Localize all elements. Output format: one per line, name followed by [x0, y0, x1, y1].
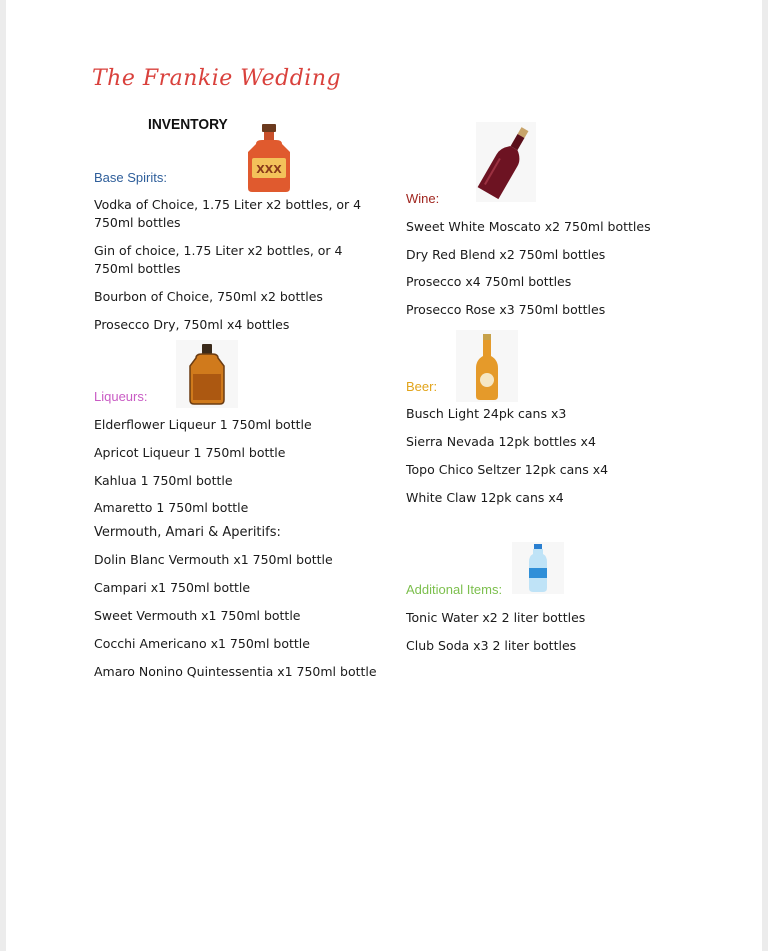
page-title: The Frankie Wedding: [92, 66, 342, 91]
list-item: Sierra Nevada 12pk bottles x4: [406, 434, 596, 449]
whiskey-bottle-icon: [176, 340, 238, 408]
list-item: Apricot Liqueur 1 750ml bottle: [94, 445, 286, 460]
list-item: Topo Chico Seltzer 12pk cans x4: [406, 462, 609, 477]
water-bottle-icon: [512, 542, 564, 594]
list-item: Prosecco Rose x3 750ml bottles: [406, 302, 606, 317]
list-item: Amaretto 1 750ml bottle: [94, 500, 249, 515]
list-item: Prosecco x4 750ml bottles: [406, 274, 572, 289]
page-subtitle: INVENTORY: [148, 116, 228, 133]
list-item: Sweet Vermouth x1 750ml bottle: [94, 608, 301, 623]
list-item: Elderflower Liqueur 1 750ml bottle: [94, 417, 312, 432]
beer-bottle-icon: [456, 330, 518, 402]
list-item: Club Soda x3 2 liter bottles: [406, 638, 577, 653]
list-item: Campari x1 750ml bottle: [94, 580, 251, 595]
liquor-bottle-xxx-icon: [246, 122, 292, 194]
list-item: Gin of choice, 1.75 Liter x2 bottles, or 4 750ml bottles: [94, 243, 343, 276]
list-item: Bourbon of Choice, 750ml x2 bottles: [94, 289, 323, 304]
vermouth-heading: Vermouth, Amari & Aperitifs:: [94, 525, 281, 540]
base-spirits-heading: Base Spirits:: [94, 170, 167, 185]
wine-bottle-icon: [476, 122, 536, 202]
additional-heading: Additional Items:: [406, 582, 503, 597]
list-item: Busch Light 24pk cans x3: [406, 406, 567, 421]
list-item: Vodka of Choice, 1.75 Liter x2 bottles, or 4 750ml bottles: [94, 197, 362, 230]
xxx-label: XXX: [256, 163, 282, 176]
liqueurs-heading: Liqueurs:: [94, 389, 148, 404]
list-item: Kahlua 1 750ml bottle: [94, 473, 233, 488]
list-item: Tonic Water x2 2 liter bottles: [406, 610, 586, 625]
list-item: White Claw 12pk cans x4: [406, 490, 564, 505]
beer-heading: Beer:: [406, 379, 438, 394]
list-item: Cocchi Americano x1 750ml bottle: [94, 636, 310, 651]
wine-heading: Wine:: [406, 191, 440, 206]
list-item: Dolin Blanc Vermouth x1 750ml bottle: [94, 552, 333, 567]
list-item: Sweet White Moscato x2 750ml bottles: [406, 219, 651, 234]
list-item: Dry Red Blend x2 750ml bottles: [406, 247, 606, 262]
list-item: Amaro Nonino Quintessentia x1 750ml bottle: [94, 664, 377, 679]
list-item: Prosecco Dry, 750ml x4 bottles: [94, 317, 290, 332]
